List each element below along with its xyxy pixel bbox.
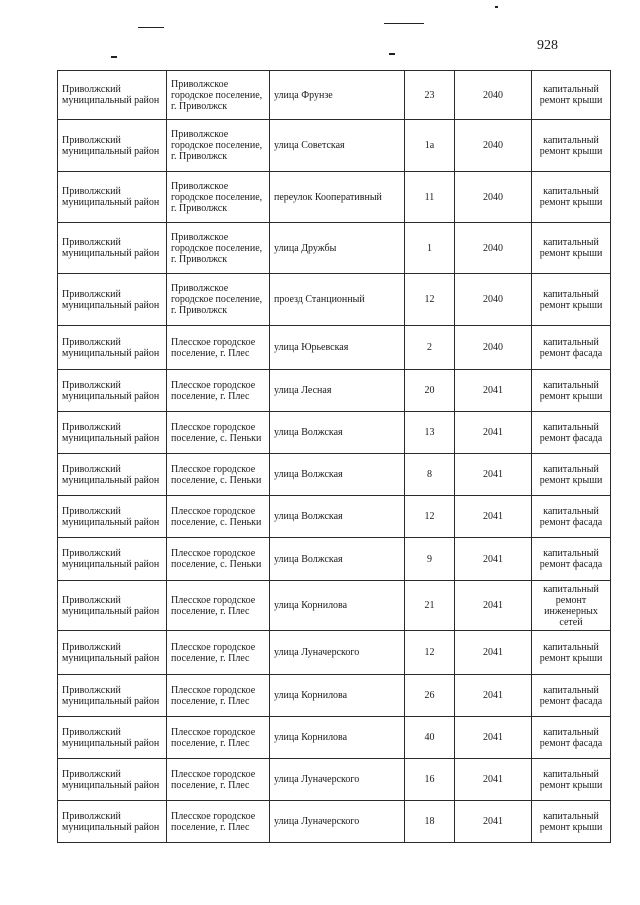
street-cell: проезд Станционный — [270, 274, 405, 326]
work-type-cell: капитальный ремонт крыши — [532, 274, 611, 326]
district-cell: Приволжский муниципальный район — [58, 120, 167, 172]
house-number-cell: 12 — [405, 631, 455, 675]
house-number-cell: 16 — [405, 759, 455, 801]
street-cell: улица Луначерского — [270, 801, 405, 843]
work-type-cell: капитальный ремонт инженерных сетей — [532, 581, 611, 631]
house-number-cell: 1а — [405, 120, 455, 172]
settlement-cell: Плесское городское поселение, г. Плес — [167, 631, 270, 675]
house-number-cell: 20 — [405, 370, 455, 412]
district-cell: Приволжский муниципальный район — [58, 326, 167, 370]
district-cell: Приволжский муниципальный район — [58, 223, 167, 274]
work-type-cell: капитальный ремонт крыши — [532, 120, 611, 172]
settlement-cell: Плесское городское поселение, с. Пеньки — [167, 412, 270, 454]
house-number-cell: 8 — [405, 454, 455, 496]
scan-speck — [111, 56, 117, 58]
house-number-cell: 18 — [405, 801, 455, 843]
district-cell: Приволжский муниципальный район — [58, 274, 167, 326]
work-type-cell: капитальный ремонт фасада — [532, 496, 611, 538]
settlement-cell: Приволжское городское поселение, г. Приволжск — [167, 120, 270, 172]
table-row — [58, 172, 611, 223]
table-row — [58, 717, 611, 759]
house-number-cell: 12 — [405, 274, 455, 326]
street-cell: переулок Кооперативный — [270, 172, 405, 223]
year-cell: 2041 — [455, 581, 532, 631]
house-number-cell: 21 — [405, 581, 455, 631]
year-cell: 2041 — [455, 370, 532, 412]
table-row — [58, 412, 611, 454]
settlement-cell: Приволжское городское поселение, г. Приволжск — [167, 172, 270, 223]
house-number-cell: 40 — [405, 717, 455, 759]
house-number-cell: 1 — [405, 223, 455, 274]
work-type-cell: капитальный ремонт крыши — [532, 631, 611, 675]
settlement-cell: Плесское городское поселение, с. Пеньки — [167, 496, 270, 538]
street-cell: улица Волжская — [270, 454, 405, 496]
street-cell: улица Юрьевская — [270, 326, 405, 370]
street-cell: улица Фрунзе — [270, 71, 405, 120]
table-row — [58, 759, 611, 801]
street-cell: улица Луначерского — [270, 759, 405, 801]
district-cell: Приволжский муниципальный район — [58, 496, 167, 538]
street-cell: улица Корнилова — [270, 717, 405, 759]
work-type-cell: капитальный ремонт фасада — [532, 326, 611, 370]
table-row — [58, 274, 611, 326]
street-cell: улица Луначерского — [270, 631, 405, 675]
work-type-cell: капитальный ремонт фасада — [532, 412, 611, 454]
work-type-cell: капитальный ремонт фасада — [532, 717, 611, 759]
settlement-cell: Приволжское городское поселение, г. Приволжск — [167, 274, 270, 326]
year-cell: 2041 — [455, 538, 532, 581]
street-cell: улица Дружбы — [270, 223, 405, 274]
house-number-cell: 13 — [405, 412, 455, 454]
year-cell: 2041 — [455, 496, 532, 538]
district-cell: Приволжский муниципальный район — [58, 759, 167, 801]
scan-speck — [389, 53, 395, 55]
work-type-cell: капитальный ремонт крыши — [532, 759, 611, 801]
district-cell: Приволжский муниципальный район — [58, 581, 167, 631]
table-row — [58, 223, 611, 274]
work-type-cell: капитальный ремонт крыши — [532, 454, 611, 496]
table-row — [58, 370, 611, 412]
settlement-cell: Приволжское городское поселение, г. Приволжск — [167, 71, 270, 120]
street-cell: улица Советская — [270, 120, 405, 172]
settlement-cell: Плесское городское поселение, г. Плес — [167, 370, 270, 412]
table-row — [58, 538, 611, 581]
house-number-cell: 9 — [405, 538, 455, 581]
work-type-cell: капитальный ремонт крыши — [532, 71, 611, 120]
house-number-cell: 12 — [405, 496, 455, 538]
street-cell: улица Корнилова — [270, 581, 405, 631]
district-cell: Приволжский муниципальный район — [58, 370, 167, 412]
house-number-cell: 2 — [405, 326, 455, 370]
settlement-cell: Плесское городское поселение, с. Пеньки — [167, 538, 270, 581]
settlement-cell: Плесское городское поселение, г. Плес — [167, 326, 270, 370]
work-type-cell: капитальный ремонт крыши — [532, 370, 611, 412]
house-number-cell: 11 — [405, 172, 455, 223]
street-cell: улица Волжская — [270, 538, 405, 581]
district-cell: Приволжский муниципальный район — [58, 71, 167, 120]
work-type-cell: капитальный ремонт крыши — [532, 223, 611, 274]
district-cell: Приволжский муниципальный район — [58, 801, 167, 843]
settlement-cell: Приволжское городское поселение, г. Приволжск — [167, 223, 270, 274]
settlement-cell: Плесское городское поселение, с. Пеньки — [167, 454, 270, 496]
year-cell: 2041 — [455, 412, 532, 454]
district-cell: Приволжский муниципальный район — [58, 717, 167, 759]
district-cell: Приволжский муниципальный район — [58, 454, 167, 496]
year-cell: 2041 — [455, 801, 532, 843]
work-type-cell: капитальный ремонт крыши — [532, 172, 611, 223]
table-row — [58, 326, 611, 370]
year-cell: 2041 — [455, 454, 532, 496]
work-type-cell: капитальный ремонт фасада — [532, 538, 611, 581]
year-cell: 2041 — [455, 631, 532, 675]
district-cell: Приволжский муниципальный район — [58, 412, 167, 454]
year-cell: 2040 — [455, 120, 532, 172]
table-row — [58, 675, 611, 717]
scan-speck — [495, 6, 498, 8]
settlement-cell: Плесское городское поселение, г. Плес — [167, 581, 270, 631]
settlement-cell: Плесское городское поселение, г. Плес — [167, 717, 270, 759]
street-cell: улица Волжская — [270, 412, 405, 454]
scan-speck — [384, 23, 424, 24]
table-row — [58, 581, 611, 631]
year-cell: 2040 — [455, 274, 532, 326]
year-cell: 2040 — [455, 326, 532, 370]
year-cell: 2041 — [455, 759, 532, 801]
table-row — [58, 71, 611, 120]
settlement-cell: Плесское городское поселение, г. Плес — [167, 675, 270, 717]
house-number-cell: 26 — [405, 675, 455, 717]
table-row — [58, 631, 611, 675]
settlement-cell: Плесское городское поселение, г. Плес — [167, 801, 270, 843]
district-cell: Приволжский муниципальный район — [58, 172, 167, 223]
scan-speck — [138, 27, 164, 28]
year-cell: 2040 — [455, 172, 532, 223]
district-cell: Приволжский муниципальный район — [58, 675, 167, 717]
year-cell: 2041 — [455, 675, 532, 717]
work-type-cell: капитальный ремонт крыши — [532, 801, 611, 843]
house-number-cell: 23 — [405, 71, 455, 120]
street-cell: улица Корнилова — [270, 675, 405, 717]
table-row — [58, 496, 611, 538]
table-row — [58, 801, 611, 843]
year-cell: 2040 — [455, 71, 532, 120]
district-cell: Приволжский муниципальный район — [58, 631, 167, 675]
settlement-cell: Плесское городское поселение, г. Плес — [167, 759, 270, 801]
year-cell: 2041 — [455, 717, 532, 759]
housing-repair-table — [57, 70, 611, 843]
page-number: 928 — [537, 38, 558, 53]
work-type-cell: капитальный ремонт фасада — [532, 675, 611, 717]
year-cell: 2040 — [455, 223, 532, 274]
district-cell: Приволжский муниципальный район — [58, 538, 167, 581]
table-row — [58, 454, 611, 496]
table-row — [58, 120, 611, 172]
table-body — [58, 71, 611, 843]
street-cell: улица Волжская — [270, 496, 405, 538]
street-cell: улица Лесная — [270, 370, 405, 412]
